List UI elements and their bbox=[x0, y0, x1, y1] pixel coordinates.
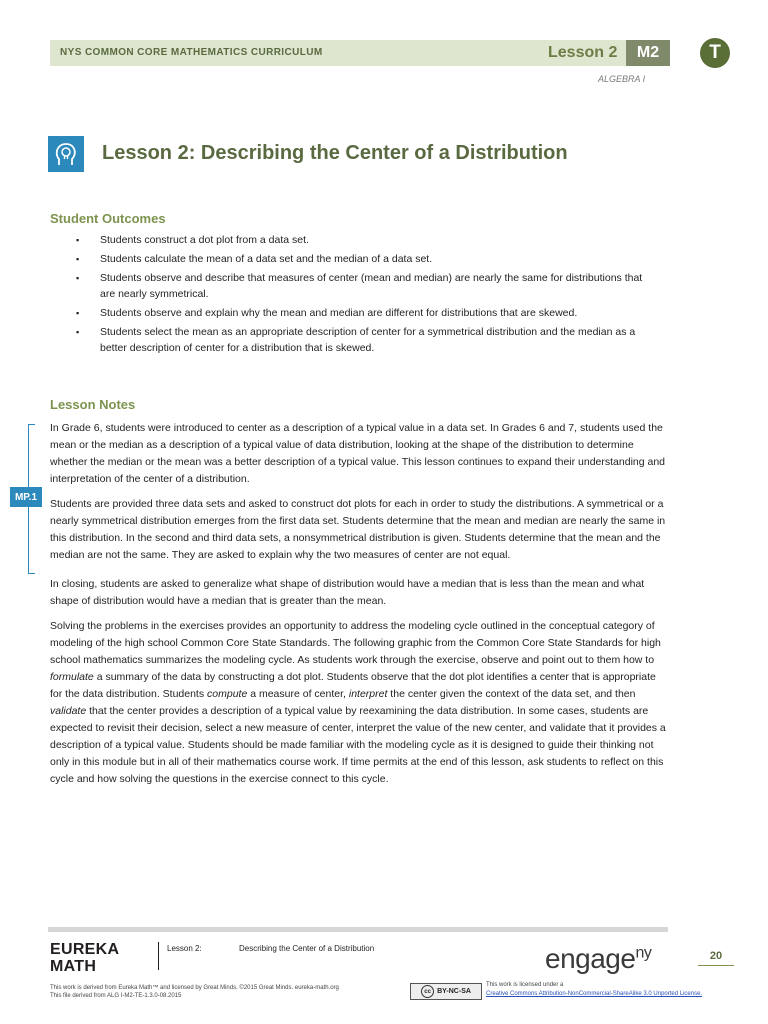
text-run: a summary of the data by constructing a dot plot. Students observe that the dot plot identifies a center that is appropriate for the data distribution. Students bbox=[50, 671, 656, 700]
bullet: ▪ bbox=[76, 327, 80, 337]
notes-paragraph: In Grade 6, students were introduced to center as a description of a typical value in a data set. In Grades 6 and 7, students used the mean or the median as a description of a typical value of data distribution, looking at the shape of the distribution to determine whether the median or the mean was a better description of a typical value. This lesson continues to expand their understanding and interpretation of the center of a distribution. bbox=[50, 422, 666, 485]
lightbulb-head-icon bbox=[48, 136, 84, 172]
outcomes-heading: Student Outcomes bbox=[50, 211, 166, 226]
text-run: Solving the problems in the exercises provides an opportunity to address the modeling cycle outlined in the conceptual category of modeling of the high school Common Core State Standards. The following graphic from the Common Core State Standards for high school mathematics summarizes the modeling cycle. As students work through the exercise, observe and point out to them how to bbox=[50, 620, 661, 666]
cc-icon: cc bbox=[421, 985, 434, 998]
mp-tag: MP.1 bbox=[10, 487, 42, 507]
list-item bbox=[76, 232, 646, 248]
cc-badge-text: BY-NC-SA bbox=[437, 988, 471, 995]
page-number: 20 bbox=[698, 950, 734, 966]
notes-paragraph: Students are provided three data sets and asked to construct dot plots for each in order to study the distributions. A symmetrical or a nearly symmetrical distribution emerges from the first data set. Students determine that the mean and median are nearly the same in this distribution. In the second and third data sets, a nonsymmetrical distribution is given. Students determine that the mean and the median are not the same. They are asked to explain why the two measures of center are not equal. bbox=[50, 498, 666, 561]
lesson-label: Lesson 2 bbox=[548, 44, 618, 61]
list-item bbox=[76, 251, 646, 267]
footer-rule bbox=[48, 927, 668, 932]
credit-line: This file derived from ALG I-M2-TE-1.3.0-08.2015 bbox=[50, 993, 182, 999]
cc-license-badge bbox=[410, 983, 482, 1000]
outcome-text: Students observe and describe that measures of center (mean and median) are nearly the same for distributions that are nearly symmetrical. bbox=[100, 272, 643, 300]
license-link[interactable]: Creative Commons Attribution-NonCommercial-ShareAlike 3.0 Unported License. bbox=[486, 991, 703, 997]
logo-line: EUREKA bbox=[50, 941, 120, 958]
outcome-text: Students observe and explain why the mean and median are different for distributions that are skewed. bbox=[100, 307, 578, 319]
notes-paragraph bbox=[50, 618, 670, 788]
outcome-text: Students select the mean as an appropriate description of center for a symmetrical distribution and the median as a better description of center for a distribution that is skewed. bbox=[100, 326, 636, 354]
emphasis: interpret bbox=[348, 688, 388, 700]
list-item bbox=[76, 270, 646, 302]
bullet: ▪ bbox=[76, 308, 80, 318]
credit-line: This work is derived from Eureka Math™ and licensed by Great Minds. ©2015 Great Minds. eureka-math.org bbox=[50, 985, 339, 991]
text-run: that the center provides a description of a typical value by reexamining the data distribution. In some cases, students are expected to revisit their decision, select a new measure of center, interpret the value of the new center, and validate that it provides a description of a typical value. Students should be made familiar with the modeling cycle as it is designed to guide their thinking not only in this module but in all of their mathematics course work. If time permits at the end of this lesson, ask students to reflect on this cycle and how solving the questions in the exercise connect to this cycle. bbox=[50, 705, 666, 785]
outcomes-list bbox=[76, 232, 646, 359]
notes-heading: Lesson Notes bbox=[50, 397, 136, 412]
engage-ny: ny bbox=[635, 944, 652, 962]
logo-line: MATH bbox=[50, 958, 97, 975]
text-run: a measure of center, bbox=[247, 688, 349, 700]
notes-paragraph: In closing, students are asked to generalize what shape of distribution would have a median that is less than the mean and what shape of distribution would have a median that is greater than the mean. bbox=[50, 578, 645, 607]
curriculum-title: NYS COMMON CORE MATHEMATICS CURRICULUM bbox=[60, 47, 323, 58]
footer-lesson: Lesson 2: bbox=[167, 944, 202, 953]
engageny-logo bbox=[545, 943, 651, 975]
bullet: ▪ bbox=[76, 273, 80, 283]
module-badge: M2 bbox=[626, 40, 670, 66]
outcome-text: Students calculate the mean of a data set and the median of a data set. bbox=[100, 253, 433, 265]
lesson-notes-body bbox=[50, 420, 670, 796]
footer-lesson-title: Describing the Center of a Distribution bbox=[239, 944, 375, 953]
emphasis: validate bbox=[50, 705, 87, 717]
page-title: Lesson 2: Describing the Center of a Distribution bbox=[102, 142, 568, 164]
footer-divider bbox=[158, 942, 159, 970]
list-item bbox=[76, 324, 646, 356]
emphasis: compute bbox=[207, 688, 248, 700]
outcome-text: Students construct a dot plot from a data set. bbox=[100, 234, 309, 246]
subject-label: ALGEBRA I bbox=[598, 74, 646, 84]
bullet: ▪ bbox=[76, 235, 80, 245]
text-run: the center given the context of the data set, and then bbox=[387, 688, 636, 700]
teacher-badge: T bbox=[700, 38, 730, 68]
eureka-math-logo bbox=[50, 941, 119, 975]
bullet: ▪ bbox=[76, 254, 80, 264]
engage-text: engage bbox=[545, 943, 636, 974]
emphasis: formulate bbox=[50, 671, 94, 683]
list-item bbox=[76, 305, 646, 321]
license-text: This work is licensed under a bbox=[486, 982, 564, 988]
